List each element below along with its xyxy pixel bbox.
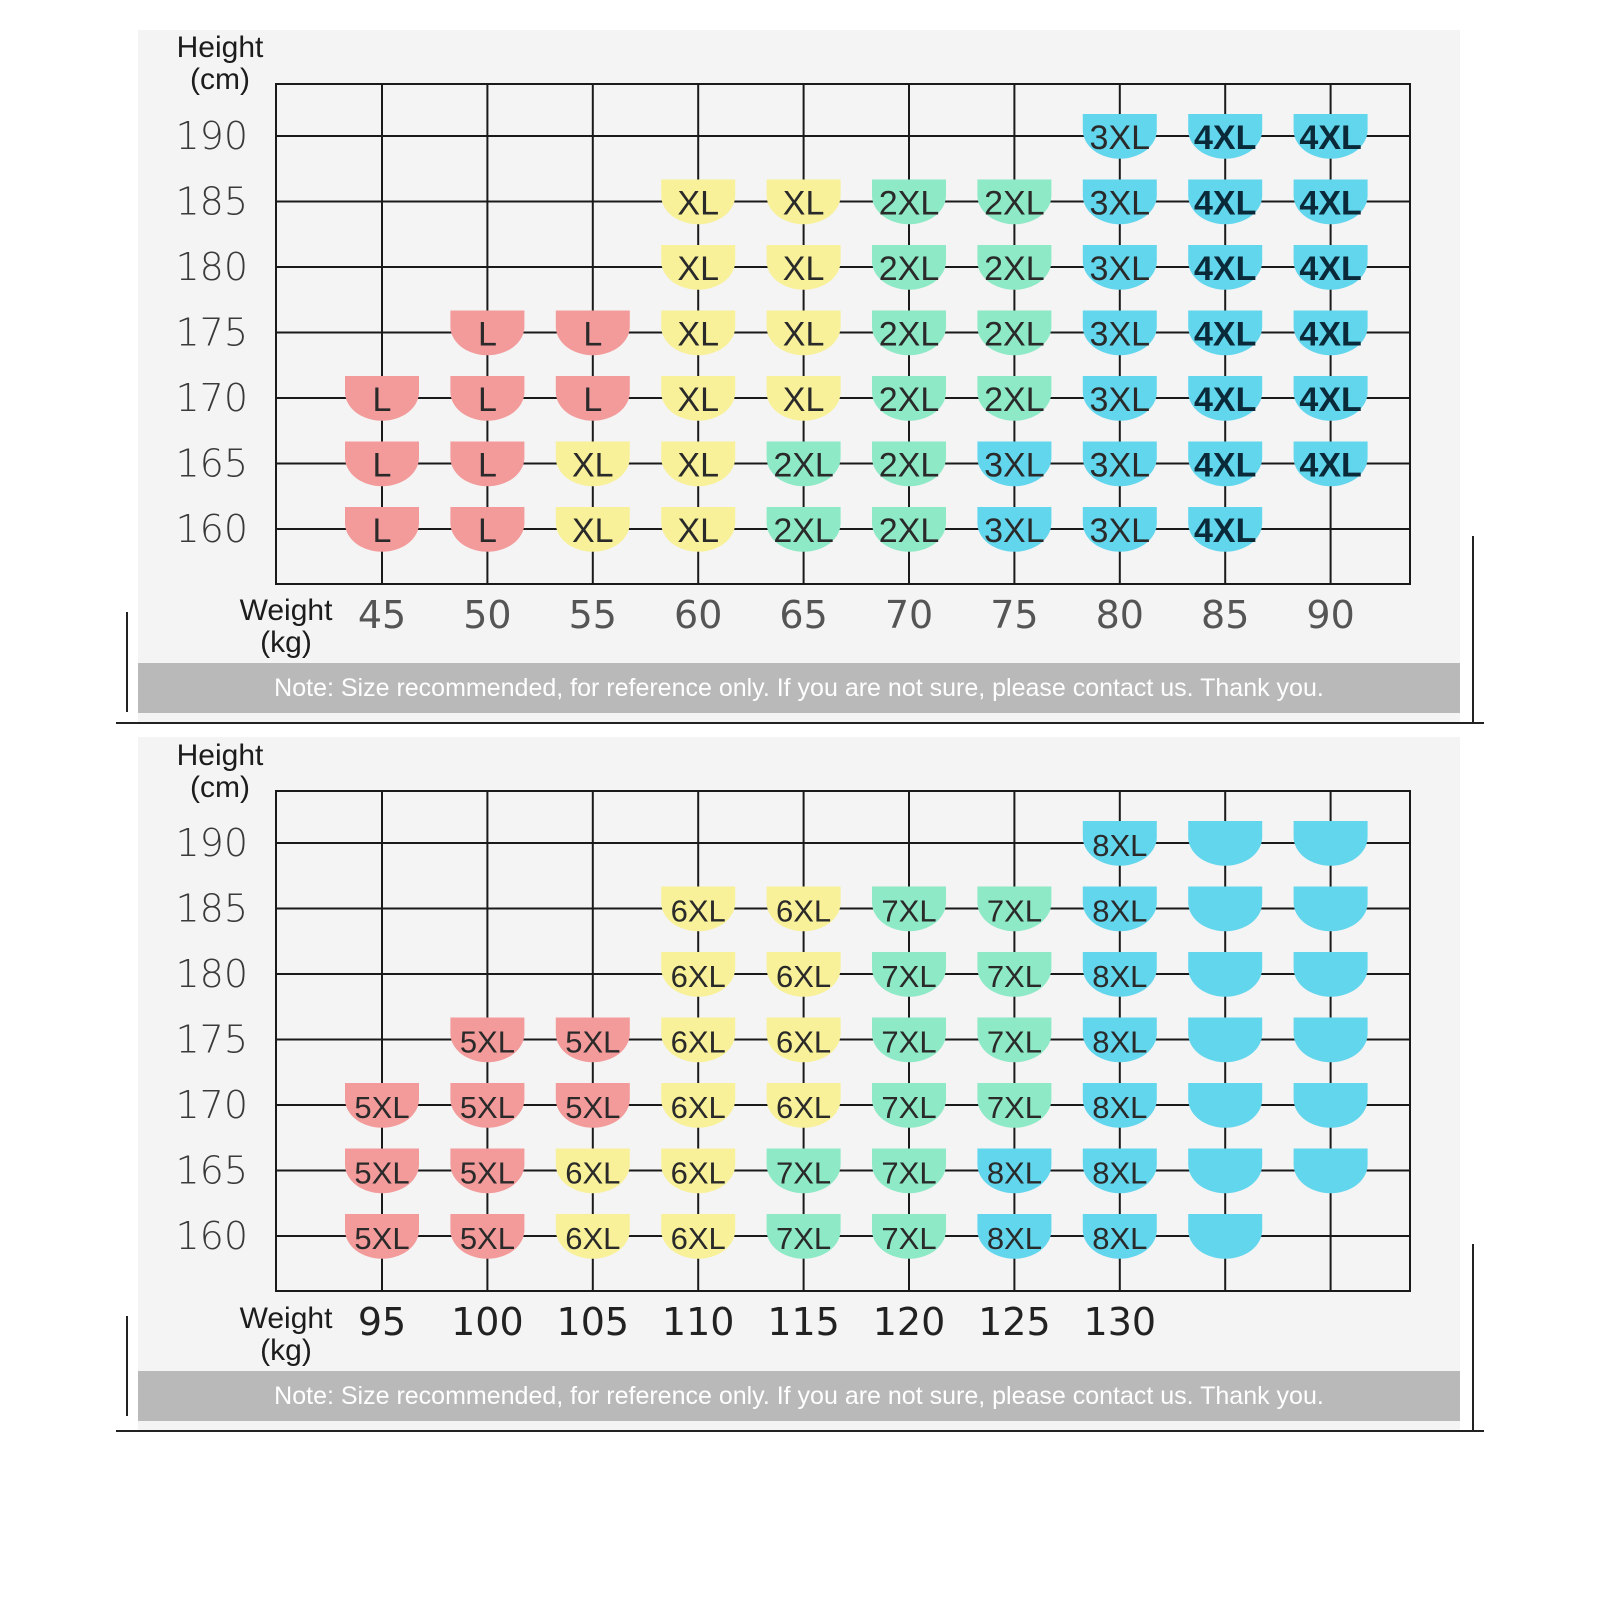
size-badge xyxy=(767,376,841,421)
size-badge xyxy=(345,1149,419,1194)
size-badge-label: XL xyxy=(572,512,614,550)
size-badge xyxy=(1188,180,1262,225)
size-badge-label: 2XL xyxy=(878,381,940,419)
size-badge xyxy=(661,952,735,997)
size-badge-label: 2XL xyxy=(878,512,940,550)
size-badge xyxy=(1083,1083,1157,1128)
size-badge-label: 5XL xyxy=(354,1090,410,1125)
size-badge xyxy=(977,1214,1051,1259)
size-grid-1 xyxy=(138,30,1460,670)
weight-tick-label: 60 xyxy=(674,593,723,637)
size-badge-label: 6XL xyxy=(776,1090,832,1125)
size-badge-label: L xyxy=(372,446,392,485)
size-badge-shape xyxy=(1188,952,1262,997)
size-badge xyxy=(977,245,1051,290)
weight-tick-label: 85 xyxy=(1201,593,1250,637)
size-badge xyxy=(767,952,841,997)
size-badge-label: XL xyxy=(677,250,719,288)
size-badge xyxy=(345,1083,419,1128)
size-badge-label: L xyxy=(477,512,497,550)
size-badge-label: 4XL xyxy=(1299,119,1362,157)
size-badge xyxy=(1294,442,1368,487)
size-badge xyxy=(556,1083,630,1128)
weight-tick-label: 45 xyxy=(357,593,407,637)
size-badge xyxy=(1294,311,1368,356)
weight-tick-label: 105 xyxy=(556,1300,630,1344)
size-badge xyxy=(767,245,841,290)
height-tick-label: 165 xyxy=(175,1148,248,1193)
size-badge xyxy=(556,1214,630,1259)
size-badge xyxy=(661,1214,735,1259)
size-badge-shape xyxy=(1294,952,1368,997)
size-badge-label: 7XL xyxy=(881,1024,937,1060)
size-badge xyxy=(872,887,946,932)
size-badge-label: 4XL xyxy=(1194,250,1257,288)
size-badge-label: 5XL xyxy=(459,1024,515,1060)
size-badge-shape xyxy=(1188,1083,1262,1128)
size-badge-label: XL xyxy=(782,381,825,419)
size-badge xyxy=(556,311,630,356)
size-badge xyxy=(661,376,735,421)
size-badge-label: 3XL xyxy=(1089,184,1151,223)
size-badge-shape xyxy=(1188,1214,1262,1259)
size-badge-label: 4XL xyxy=(1194,381,1257,419)
size-badge-label: 6XL xyxy=(670,1221,726,1256)
size-badge-label: 5XL xyxy=(459,1090,515,1125)
size-badge-label: 7XL xyxy=(986,1024,1042,1060)
size-badge xyxy=(767,1214,841,1259)
size-badge xyxy=(1294,180,1368,225)
size-badge xyxy=(1188,245,1262,290)
size-badge-shape xyxy=(1188,1018,1262,1063)
weight-tick-label: 50 xyxy=(463,593,512,637)
size-badge-label: XL xyxy=(677,512,719,550)
height-tick-label: 160 xyxy=(175,1214,248,1258)
size-badge-label: 6XL xyxy=(670,1024,726,1060)
size-badge xyxy=(450,442,524,487)
size-badge-label: 4XL xyxy=(1299,381,1362,419)
size-badge-label: 2XL xyxy=(878,184,940,223)
size-badge xyxy=(1188,1149,1262,1194)
size-badge-label: 4XL xyxy=(1194,446,1257,485)
height-tick-label: 185 xyxy=(175,886,248,931)
weight-tick-label: 75 xyxy=(990,593,1039,637)
size-badge xyxy=(977,1149,1051,1194)
size-badge xyxy=(977,180,1051,225)
size-badge xyxy=(1294,114,1368,159)
size-badge xyxy=(977,507,1051,552)
size-badge xyxy=(1083,1149,1157,1194)
height-tick-label: 180 xyxy=(175,952,248,996)
size-badge xyxy=(661,1018,735,1063)
height-tick-label: 160 xyxy=(175,507,248,551)
size-badge xyxy=(556,507,630,552)
size-badge xyxy=(767,1083,841,1128)
size-badge-label: 2XL xyxy=(984,250,1045,288)
size-badge xyxy=(872,1083,946,1128)
size-badge xyxy=(1294,1083,1368,1128)
size-badge-label: 6XL xyxy=(565,1221,621,1256)
frame-line xyxy=(116,722,1484,724)
size-badge xyxy=(767,1018,841,1063)
size-badge-label: 5XL xyxy=(354,1221,410,1256)
size-badge-label: 4XL xyxy=(1194,512,1257,550)
size-badge-label: 7XL xyxy=(776,1155,832,1191)
size-badge-label: L xyxy=(477,381,497,419)
size-chart-panel-1 xyxy=(138,30,1460,722)
size-badge xyxy=(1294,1018,1368,1063)
height-tick-label: 190 xyxy=(175,821,248,865)
size-badge-label: XL xyxy=(677,184,719,223)
size-badge-label: 8XL xyxy=(1092,1090,1148,1125)
size-badge-label: 3XL xyxy=(1089,119,1151,157)
weight-tick-label: 90 xyxy=(1306,593,1355,637)
size-badge-label: 6XL xyxy=(670,1090,726,1125)
size-badge xyxy=(1083,442,1157,487)
size-badge-label: 7XL xyxy=(881,1221,937,1256)
size-badge xyxy=(661,180,735,225)
weight-tick-label: 65 xyxy=(779,593,828,637)
weight-tick-label: 130 xyxy=(1083,1300,1157,1344)
size-badge-shape xyxy=(1188,1149,1262,1194)
size-badge xyxy=(1294,245,1368,290)
size-badge xyxy=(661,507,735,552)
size-badge-label: 7XL xyxy=(776,1221,832,1256)
size-badge-label: 2XL xyxy=(878,315,940,354)
size-badge-shape xyxy=(1294,887,1368,932)
height-tick-label: 170 xyxy=(175,1083,248,1127)
size-badge-label: 3XL xyxy=(1089,250,1151,288)
size-badge xyxy=(450,1214,524,1259)
size-badge-label: XL xyxy=(677,446,719,485)
size-badge xyxy=(1188,1214,1262,1259)
weight-tick-label: 55 xyxy=(568,593,617,637)
size-badge xyxy=(1188,376,1262,421)
size-badge xyxy=(1188,821,1262,866)
size-badge xyxy=(1294,1149,1368,1194)
frame-line xyxy=(126,612,128,712)
size-badge-label: 2XL xyxy=(878,250,940,288)
size-badge xyxy=(345,507,419,552)
size-badge-label: 4XL xyxy=(1299,315,1362,354)
size-badge-label: 2XL xyxy=(984,315,1045,354)
size-badge-label: 7XL xyxy=(986,893,1042,929)
size-badge-shape xyxy=(1188,887,1262,932)
size-badge-label: 8XL xyxy=(986,1221,1042,1256)
size-badge xyxy=(661,311,735,356)
size-badge xyxy=(1294,887,1368,932)
size-chart-panel-2 xyxy=(138,737,1460,1430)
size-badge xyxy=(1188,1018,1262,1063)
size-badge-label: 6XL xyxy=(776,1024,832,1060)
size-badge-label: L xyxy=(477,446,497,485)
size-badge-label: 8XL xyxy=(1092,1024,1148,1060)
size-badge-shape xyxy=(1294,1149,1368,1194)
size-badge xyxy=(977,1018,1051,1063)
size-badge-label: 5XL xyxy=(459,1221,515,1256)
size-badge xyxy=(556,1149,630,1194)
size-badge-label: 7XL xyxy=(881,1090,937,1125)
weight-unit: (kg) xyxy=(260,626,312,659)
weight-unit: (kg) xyxy=(260,1334,312,1367)
size-badge xyxy=(872,952,946,997)
size-badge xyxy=(1188,1083,1262,1128)
size-badge xyxy=(767,887,841,932)
frame-line xyxy=(126,1316,128,1416)
size-badge-label: 4XL xyxy=(1299,250,1362,288)
size-badge xyxy=(556,376,630,421)
size-badge-shape xyxy=(1294,1083,1368,1128)
size-badge xyxy=(977,1083,1051,1128)
size-badge-label: 2XL xyxy=(984,184,1045,223)
size-badge xyxy=(872,311,946,356)
size-grid-2 xyxy=(138,737,1460,1377)
weight-label: Weight xyxy=(239,594,333,627)
size-badge xyxy=(1083,114,1157,159)
size-badge-label: 8XL xyxy=(1092,1155,1148,1191)
size-badge xyxy=(1083,376,1157,421)
weight-tick-label: 80 xyxy=(1095,593,1144,637)
size-badge xyxy=(1083,1018,1157,1063)
size-badge xyxy=(450,1018,524,1063)
size-badge xyxy=(767,507,841,552)
size-badge xyxy=(345,376,419,421)
height-tick-label: 170 xyxy=(175,376,248,420)
size-badge xyxy=(345,442,419,487)
size-badge xyxy=(977,952,1051,997)
size-badge-label: 7XL xyxy=(986,1090,1042,1125)
size-badge-label: 8XL xyxy=(1092,893,1148,929)
size-badge-label: 6XL xyxy=(776,893,832,929)
size-badge-label: 2XL xyxy=(773,512,834,550)
size-badge-label: 7XL xyxy=(881,1155,937,1191)
weight-tick-label: 120 xyxy=(872,1300,946,1344)
note-bar: Note: Size recommended, for reference only. If you are not sure, please contact us. Thank you. xyxy=(138,1371,1460,1421)
size-badge-label: L xyxy=(372,512,392,550)
weight-tick-label: 110 xyxy=(661,1300,735,1344)
size-badge-label: 7XL xyxy=(986,959,1042,994)
size-badge xyxy=(450,311,524,356)
size-badge-label: 2XL xyxy=(773,446,834,485)
height-tick-label: 175 xyxy=(175,1017,248,1062)
weight-tick-label: 115 xyxy=(767,1300,840,1344)
size-badge xyxy=(450,507,524,552)
size-badge-label: 5XL xyxy=(565,1024,621,1060)
size-badge xyxy=(661,1083,735,1128)
size-badge xyxy=(1083,180,1157,225)
frame-line xyxy=(1472,536,1474,722)
height-tick-label: 190 xyxy=(175,114,248,158)
size-badge xyxy=(1294,952,1368,997)
weight-tick-label: 70 xyxy=(884,593,934,637)
size-badge xyxy=(450,1149,524,1194)
size-badge xyxy=(450,376,524,421)
size-badge-label: 2XL xyxy=(984,381,1045,419)
size-badge-label: 2XL xyxy=(878,446,940,485)
size-badge-label: XL xyxy=(782,184,825,223)
size-badge-label: 3XL xyxy=(1089,315,1151,354)
size-badge xyxy=(767,442,841,487)
size-badge xyxy=(1188,887,1262,932)
size-badge xyxy=(1188,442,1262,487)
size-badge xyxy=(1083,1214,1157,1259)
size-badge xyxy=(872,1214,946,1259)
size-badge-label: L xyxy=(477,315,497,354)
size-badge xyxy=(661,442,735,487)
size-badge-label: 5XL xyxy=(565,1090,621,1125)
height-tick-label: 175 xyxy=(175,310,248,355)
height-unit: (cm) xyxy=(190,771,250,804)
size-badge-label: 8XL xyxy=(986,1155,1042,1191)
size-badge-label: XL xyxy=(572,446,614,485)
size-badge xyxy=(1083,507,1157,552)
height-label: Height xyxy=(176,739,264,772)
size-badge-label: 6XL xyxy=(670,893,726,929)
weight-tick-label: 95 xyxy=(357,1300,407,1344)
size-badge xyxy=(1188,114,1262,159)
frame-line xyxy=(1472,1244,1474,1430)
size-badge xyxy=(1083,311,1157,356)
size-badge xyxy=(1083,821,1157,866)
size-badge-label: 4XL xyxy=(1194,184,1257,223)
size-badge xyxy=(872,1018,946,1063)
size-badge-label: L xyxy=(583,381,603,419)
size-badge-label: 6XL xyxy=(670,959,726,994)
size-badge xyxy=(556,442,630,487)
size-badge xyxy=(556,1018,630,1063)
size-badge xyxy=(1083,952,1157,997)
size-badge xyxy=(1294,821,1368,866)
weight-tick-label: 125 xyxy=(978,1300,1051,1344)
size-badge xyxy=(872,507,946,552)
size-badge-label: 4XL xyxy=(1194,315,1257,354)
size-badge-label: 6XL xyxy=(776,959,832,994)
size-badge xyxy=(767,311,841,356)
size-badge xyxy=(1294,376,1368,421)
size-badge-label: 8XL xyxy=(1092,1221,1148,1256)
weight-label: Weight xyxy=(239,1302,333,1335)
height-unit: (cm) xyxy=(190,63,250,96)
size-badge xyxy=(450,1083,524,1128)
size-badge-label: 3XL xyxy=(984,446,1045,485)
size-badge xyxy=(345,1214,419,1259)
size-badge-label: 5XL xyxy=(459,1155,515,1191)
size-badge xyxy=(977,442,1051,487)
size-badge-label: 8XL xyxy=(1092,828,1148,863)
size-badge-shape xyxy=(1294,1018,1368,1063)
note-bar: Note: Size recommended, for reference only. If you are not sure, please contact us. Thank you. xyxy=(138,663,1460,713)
height-tick-label: 185 xyxy=(175,179,248,224)
size-badge-label: 4XL xyxy=(1194,119,1257,157)
size-badge xyxy=(872,376,946,421)
size-badge xyxy=(872,180,946,225)
size-badge-label: 3XL xyxy=(1089,446,1151,485)
size-badge xyxy=(661,887,735,932)
size-badge xyxy=(977,311,1051,356)
weight-tick-label: 100 xyxy=(451,1300,524,1344)
size-badge xyxy=(1188,311,1262,356)
frame-line xyxy=(116,1430,1484,1432)
size-badge-label: 3XL xyxy=(984,512,1045,550)
size-badge-label: L xyxy=(583,315,603,354)
size-badge-label: XL xyxy=(782,250,825,288)
size-badge-label: XL xyxy=(677,315,719,354)
size-badge-shape xyxy=(1188,821,1262,866)
size-badge-label: 7XL xyxy=(881,959,937,994)
size-badge xyxy=(977,887,1051,932)
size-badge-label: XL xyxy=(677,381,719,419)
size-badge xyxy=(1083,887,1157,932)
size-badge xyxy=(872,1149,946,1194)
size-badge xyxy=(661,245,735,290)
height-tick-label: 180 xyxy=(175,245,248,289)
size-badge-label: 5XL xyxy=(354,1155,410,1191)
size-badge-label: 6XL xyxy=(565,1155,621,1191)
size-badge-shape xyxy=(1294,821,1368,866)
size-badge-label: 6XL xyxy=(670,1155,726,1191)
size-badge xyxy=(872,245,946,290)
size-badge xyxy=(872,442,946,487)
size-badge-label: 3XL xyxy=(1089,381,1151,419)
size-badge xyxy=(661,1149,735,1194)
size-badge xyxy=(1188,507,1262,552)
size-badge xyxy=(977,376,1051,421)
height-label: Height xyxy=(176,31,264,64)
size-badge xyxy=(1083,245,1157,290)
size-badge xyxy=(767,1149,841,1194)
size-badge-label: 3XL xyxy=(1089,512,1151,550)
size-badge-label: 7XL xyxy=(881,893,937,929)
size-badge-label: XL xyxy=(782,315,825,354)
height-tick-label: 165 xyxy=(175,441,248,486)
size-badge xyxy=(767,180,841,225)
size-badge-label: 4XL xyxy=(1299,184,1362,223)
size-badge-label: 8XL xyxy=(1092,959,1148,994)
size-badge-label: L xyxy=(372,381,392,419)
size-badge-label: 4XL xyxy=(1299,446,1362,485)
size-badge xyxy=(1188,952,1262,997)
